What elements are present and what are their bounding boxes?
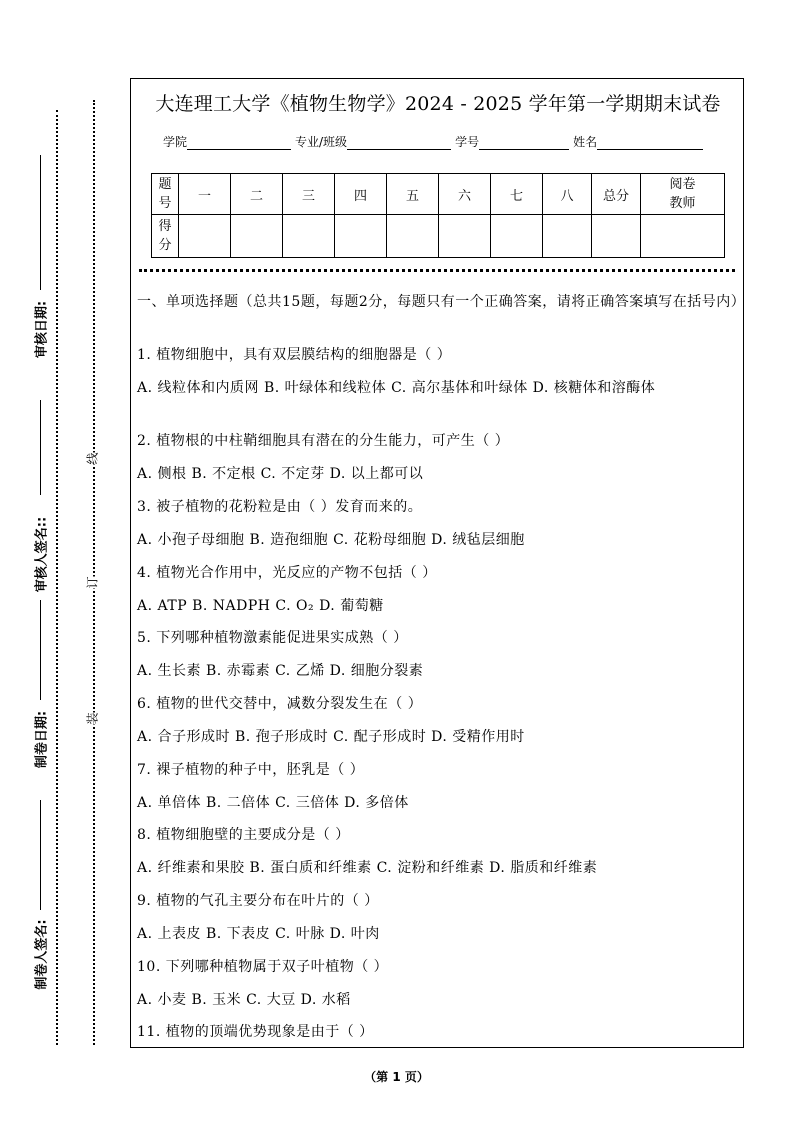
col-7: 七 — [491, 174, 543, 215]
student-info-row — [163, 133, 707, 150]
question-8: 8. 植物细胞壁的主要成分是（ ） — [137, 827, 350, 843]
college-field[interactable] — [187, 135, 291, 150]
question-7: 7. 裸子植物的种子中，胚乳是（ ） — [137, 762, 365, 778]
question-10: 10. 下列哪种植物属于双子叶植物（ ） — [137, 959, 389, 975]
exam-title: 大连理工大学《植物生物学》2024 - 2025 学年第一学期期末试卷 — [155, 93, 721, 115]
score-cell-4[interactable] — [335, 215, 387, 258]
binding-ding-char: 订 — [82, 576, 103, 588]
score-cell-8[interactable] — [543, 215, 592, 258]
label-hao: 号 — [158, 196, 172, 211]
section-separator — [139, 269, 735, 272]
label-jiaoshi: 教师 — [669, 196, 696, 211]
score-cell-reviewer[interactable] — [641, 215, 725, 258]
score-cell-2[interactable] — [231, 215, 283, 258]
reviewer-sign-label: 审核人签名:: — [34, 516, 50, 593]
major-label: 专业/班级 — [295, 135, 348, 149]
make-date-label: 制卷日期: — [34, 710, 50, 769]
score-label-cell — [152, 215, 179, 258]
score-cell-total[interactable] — [592, 215, 641, 258]
inner-dotted-line — [93, 100, 95, 1045]
question-1-options: A. 线粒体和内质网 B. 叶绿体和线粒体 C. 高尔基体和叶绿体 D. 核糖体和溶酶体 — [137, 380, 656, 396]
question-1: 1. 植物细胞中，具有双层膜结构的细胞器是（ ） — [137, 347, 452, 363]
question-10-options: A. 小麦 B. 玉米 C. 大豆 D. 水稻 — [137, 992, 351, 1008]
label-yuejuan: 阅卷 — [669, 177, 696, 192]
score-cell-1[interactable] — [179, 215, 231, 258]
label-ti: 题 — [158, 177, 172, 192]
question-3: 3. 被子植物的花粉粒是由（ ）发育而来的。 — [137, 499, 423, 515]
reviewer-cell — [641, 174, 725, 215]
name-field[interactable] — [597, 135, 703, 150]
question-2-options: A. 侧根 B. 不定根 C. 不定芽 D. 以上都可以 — [137, 466, 424, 482]
col-2: 二 — [231, 174, 283, 215]
review-date-label: 审核日期: — [34, 300, 50, 359]
question-6-options: A. 合子形成时 B. 孢子形成时 C. 配子形成时 D. 受精作用时 — [137, 729, 525, 745]
student-id-field[interactable] — [479, 135, 569, 150]
col-5: 五 — [387, 174, 439, 215]
question-8-options: A. 纤维素和果胶 B. 蛋白质和纤维素 C. 淀粉和纤维素 D. 脂质和纤维素 — [137, 860, 598, 876]
question-4-options: A. ATP B. NADPH C. O₂ D. 葡萄糖 — [137, 598, 384, 614]
question-4: 4. 植物光合作用中，光反应的产物不包括（ ） — [137, 565, 437, 581]
maker-sign-label: 制卷人签名: — [34, 919, 50, 990]
col-6: 六 — [439, 174, 491, 215]
question-11: 11. 植物的顶端优势现象是由于（ ） — [137, 1024, 374, 1040]
score-cell-6[interactable] — [439, 215, 491, 258]
question-9-options: A. 上表皮 B. 下表皮 C. 叶脉 D. 叶肉 — [137, 926, 380, 942]
exam-paper — [130, 78, 744, 1048]
score-cell-3[interactable] — [283, 215, 335, 258]
question-7-options: A. 单倍体 B. 二倍体 C. 三倍体 D. 多倍体 — [137, 795, 409, 811]
page-number: （第 1 页） — [364, 1070, 429, 1084]
major-field[interactable] — [347, 135, 451, 150]
binding-line-char: 线 — [82, 452, 103, 464]
label-fen: 分 — [158, 238, 172, 253]
score-value-row — [152, 215, 725, 258]
question-9: 9. 植物的气孔主要分布在叶片的（ ） — [137, 893, 379, 909]
score-header-row — [152, 174, 725, 215]
col-4: 四 — [335, 174, 387, 215]
score-table — [151, 173, 725, 258]
section-heading: 一、单项选择题（总共15题，每题2分，每题只有一个正确答案，请将正确答案填写在括号内） — [137, 294, 746, 310]
question-3-options: A. 小孢子母细胞 B. 造孢细胞 C. 花粉母细胞 D. 绒毡层细胞 — [137, 532, 525, 548]
binding-zhuang-char: 装 — [82, 712, 103, 724]
header-label-cell — [152, 174, 179, 215]
label-de: 得 — [158, 219, 172, 234]
question-5: 5. 下列哪种植物激素能促进果实成熟（ ） — [137, 630, 408, 646]
score-cell-7[interactable] — [491, 215, 543, 258]
question-5-options: A. 生长素 B. 赤霉素 C. 乙烯 D. 细胞分裂素 — [137, 663, 424, 679]
col-total: 总分 — [592, 174, 641, 215]
col-3: 三 — [283, 174, 335, 215]
question-2: 2. 植物根的中柱鞘细胞具有潜在的分生能力，可产生（ ） — [137, 433, 510, 449]
student-id-label: 学号 — [455, 135, 480, 149]
score-cell-5[interactable] — [387, 215, 439, 258]
col-8: 八 — [543, 174, 592, 215]
outer-dotted-line — [56, 110, 58, 1045]
name-label: 姓名 — [573, 135, 598, 149]
col-1: 一 — [179, 174, 231, 215]
college-label: 学院 — [163, 135, 188, 149]
question-6: 6. 植物的世代交替中，减数分裂发生在（ ） — [137, 696, 423, 712]
reviewer-sign-line — [40, 400, 41, 495]
binding-sidebar — [0, 0, 130, 1122]
